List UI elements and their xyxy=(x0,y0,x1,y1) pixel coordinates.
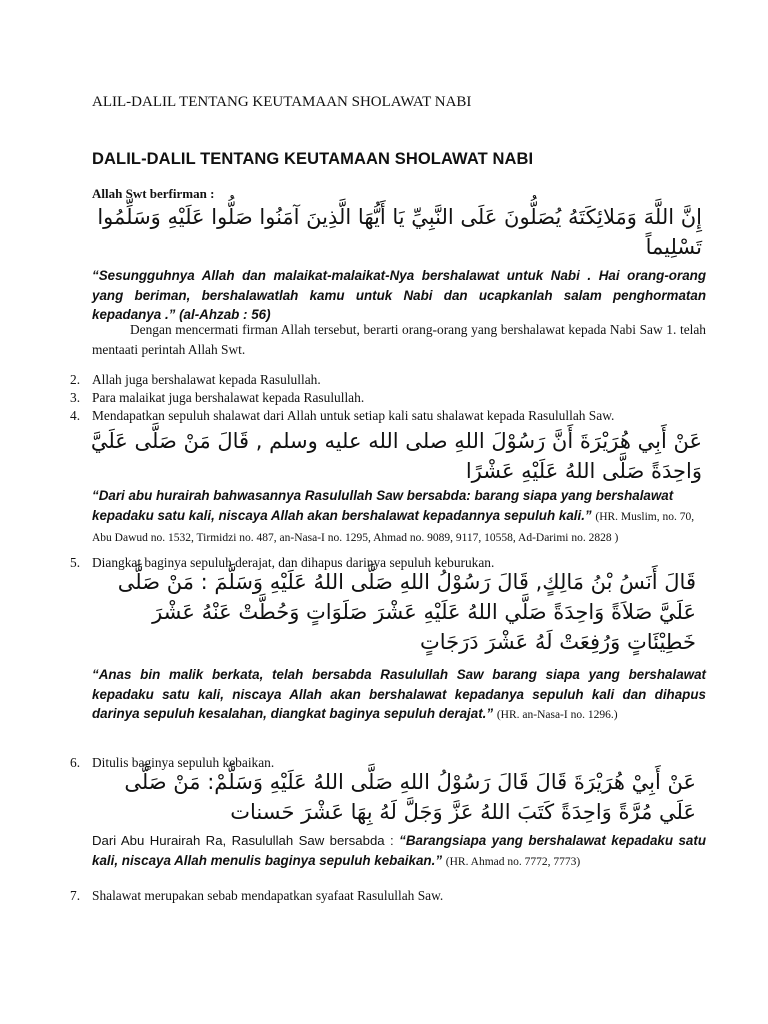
list-item xyxy=(70,372,321,388)
hadith6-arabic: عَنْ أَبِيْ هُرَيْرَةَ قَالَ قَالَ رَسُوْلُ اللهِ صَلَّى اللهُ عَلَيْهِ وَسَلَّمْ: مَنْ صَلَّى عَلَي مُرَّةً وَاحِدَةً كَتَبَ اللهُ عَزَّ وَجَلَّ لَهُ بِهَا عَشْرَ حَسنات xyxy=(124,770,696,824)
paragraph xyxy=(92,320,706,359)
hadith6-block xyxy=(92,831,706,872)
document-title: ALIL-DALIL TENTANG KEUTAMAAN SHOLAWAT NABI xyxy=(92,94,472,110)
hadith5-source: (HR. an-Nasa-I no. 1296.) xyxy=(496,709,618,721)
list-text: Diangkat baginya sepuluh derajat, dan dihapus darinya sepuluh keburukan. xyxy=(92,555,495,570)
list-text: Allah juga bershalawat kepada Rasulullah. xyxy=(92,372,321,387)
paragraph-text: Dengan mencermati firman Allah tersebut, berarti orang-orang yang bershalawat kepada Nabi Saw 1. telah mentaati perintah Allah Swt. xyxy=(92,322,706,357)
hadith5-arabic: قَالَ أَنَسُ بْنُ مَالِكٍ, قَالَ رَسُوْلُ اللهِ صَلَّى اللهُ عَلَيْهِ وَسَلَّمَ : مَنْ صَلَّى عَلَيَّ صَلاَةً وَاحِدَةً صَلَّي اللهُ عَلَيْهِ عَشْرَ صَلَوَاتٍ وَحُطَّتْ عَنْهُ عَشْرَ خَطِيْئَاتٍ وَرُفِعَتْ لَهُ عَشْرَ دَرَجَاتٍ xyxy=(117,570,696,654)
hadith6-intro: Dari Abu Hurairah Ra, Rasulullah Saw bersabda : xyxy=(92,833,394,848)
hadith4-arabic: عَنْ أَبِي هُرَيْرَةَ أَنَّ رَسُوْلَ اللهِ صلى الله عليه وسلم , قَالَ مَنْ صَلَّى عَلَيَّ وَاحِدَةً صَلَّى اللهُ عَلَيْهِ عَشْرًا xyxy=(90,429,702,483)
list-number: 5. xyxy=(70,555,81,570)
list-text: Ditulis baginya sepuluh kebaikan. xyxy=(92,755,275,770)
list-number: 2. xyxy=(70,372,81,387)
list-item xyxy=(70,390,364,406)
hadith5-translation: “Anas bin malik berkata, telah bersabda Rasulullah Saw barang siapa yang bershalawat kepadaku satu kali, niscaya Allah akan bershalawat kepadanya sepuluh kali dan dihapus darinya sepuluh kesalahan, diangkat baginya sepuluh derajat.” xyxy=(92,667,706,721)
verse-translation: “Sesungguhnya Allah dan malaikat-malaikat-Nya bershalawat untuk Nabi . Hai orang-orang yang beriman, bershalawatlah kamu untuk Nabi dan ucapkanlah salam penghormatan kepadanya .” (al-Ahzab : 56) xyxy=(92,268,706,322)
list-number: 3. xyxy=(70,390,81,405)
list-number: 7. xyxy=(70,888,81,903)
hadith6-source: (HR. Ahmad no. 7772, 7773) xyxy=(445,855,581,868)
hadith4-translation: “Dari abu hurairah bahwasannya Rasulullah Saw bersabda: barang siapa yang bershalawat kepadaku satu kali, niscaya Allah akan bershalawat kepadannya sepuluh kali.” xyxy=(92,488,674,523)
list-number: 4. xyxy=(70,408,81,423)
list-text: Mendapatkan sepuluh shalawat dari Allah untuk setiap kali satu shalawat kepada Rasulullah Saw. xyxy=(92,408,615,423)
list-item xyxy=(70,888,443,904)
hadith4-source: (HR. Muslim, no. 70, Abu Dawud no. 1532, Tirmidzi no. 487, an-Nasa-I no. 1295, Ahmad no. 9089, 9117, 10558, Ad-Darimi no. 2828 ) xyxy=(92,510,695,544)
section-heading: DALIL-DALIL TENTANG KEUTAMAAN SHOLAWAT NABI xyxy=(92,150,534,168)
verse-arabic: إِنَّ اللَّهَ وَمَلائِكَتَهُ يُصَلُّونَ عَلَى النَّبِيِّ يَا أَيُّهَا الَّذِينَ آمَنُوا صَلُّوا عَلَيْهِ وَسَلِّمُوا تَسْلِيماً xyxy=(97,205,702,259)
list-item xyxy=(70,408,614,424)
list-text: Para malaikat juga bershalawat kepada Rasulullah. xyxy=(92,390,365,405)
intro-label: Allah Swt berfirman : xyxy=(92,186,215,201)
list-number: 6. xyxy=(70,755,81,770)
hadith4-block xyxy=(92,486,706,549)
hadith5-block xyxy=(92,665,706,726)
hadith6-translation: “Barangsiapa yang bershalawat kepadaku satu kali, niscaya Allah menulis baginya sepuluh kebaikan.” xyxy=(92,833,707,868)
list-text: Shalawat merupakan sebab mendapatkan syafaat Rasulullah Saw. xyxy=(92,888,444,903)
